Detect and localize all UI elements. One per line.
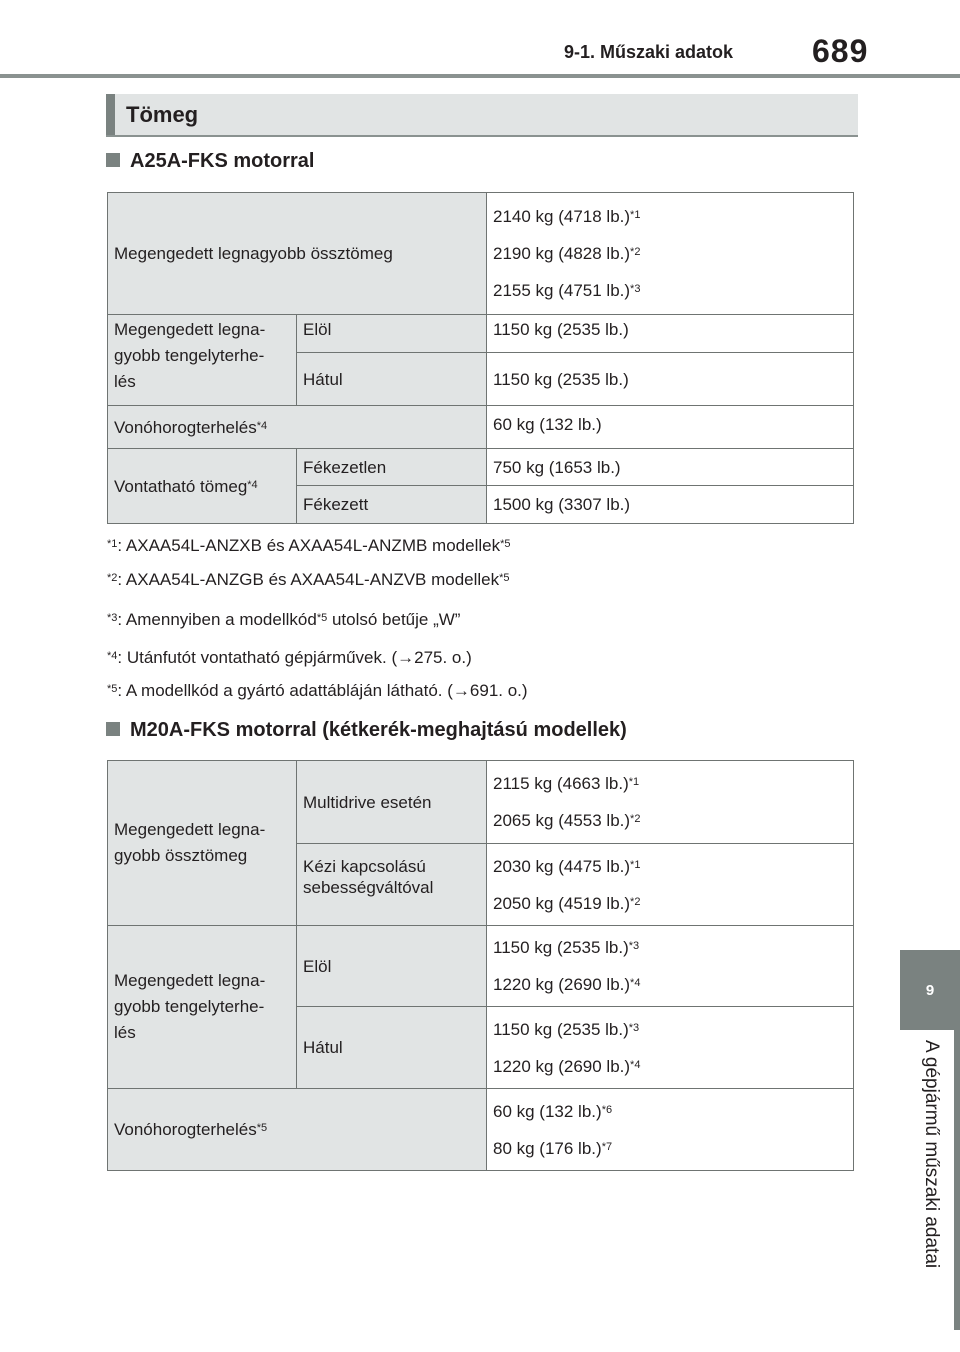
multidrive-label: Multidrive esetén: [297, 761, 487, 844]
chapter-side-label: A gépjármű műszaki adatai: [921, 1040, 942, 1269]
subsection-a25a-title: A25A-FKS motorral: [130, 150, 315, 172]
chapter-tab[interactable]: [900, 950, 960, 1030]
front-label: Elöl: [297, 926, 487, 1007]
table-row: [108, 926, 854, 1007]
value-line: 1150 kg (2535 lb.)$^{*3}$: [493, 1019, 640, 1039]
front-label: Elöl: [297, 315, 487, 353]
page-number: 689: [812, 33, 869, 69]
manual-label: Kézi kapcsolású sebességváltóval: [297, 844, 487, 926]
hitch-load-label: Vonóhorogterhelés$^{*5}$: [108, 1089, 487, 1171]
table-row: [108, 193, 854, 315]
header-rule: [0, 74, 960, 78]
value-line: 1220 kg (2690 lb.)$^{*4}$: [493, 975, 641, 994]
subsection-m20a: [106, 719, 627, 742]
unbraked-value: 750 kg (1653 lb.): [487, 449, 854, 486]
table-row: [108, 761, 854, 844]
rear-values: [487, 1007, 854, 1089]
chapter-number: 9: [925, 982, 935, 999]
hitch-load-values: [487, 1089, 854, 1171]
section-title-bar: [106, 94, 858, 137]
axle-load-label: Megengedett legna- gyobb tengelyterhe- lés: [108, 926, 297, 1089]
multidrive-values: [487, 761, 854, 844]
table-row: [108, 315, 854, 353]
total-mass-values: [487, 193, 854, 315]
value-line: 2140 kg (4718 lb.)$^{*1}$: [493, 207, 641, 226]
value-line: 2065 kg (4553 lb.)$^{*2}$: [493, 811, 641, 830]
footnote: $^{*2}$: AXAA54L-ANZGB és AXAA54L-ANZVB modellek$^{*5}$: [107, 570, 510, 589]
rear-value: 1150 kg (2535 lb.): [487, 353, 854, 406]
rear-label: Hátul: [297, 1007, 487, 1089]
front-values: [487, 926, 854, 1007]
value-line: 2155 kg (4751 lb.)$^{*3}$: [493, 281, 641, 300]
value-line: 2190 kg (4828 lb.)$^{*2}$: [493, 244, 641, 263]
front-value: 1150 kg (2535 lb.): [487, 315, 854, 353]
table-a25a: [107, 192, 854, 524]
footnote: $^{*3}$: Amennyiben a modellkód$^{*5}$ utolsó betűje „W”: [107, 610, 461, 629]
manual-values: [487, 844, 854, 926]
total-mass-label: Megengedett legnagyobb össztömeg: [108, 193, 487, 315]
rear-label: Hátul: [297, 353, 487, 406]
value-line: 80 kg (176 lb.)$^{*7}$: [493, 1138, 613, 1158]
section-accent: [106, 94, 115, 135]
total-mass-label: Megengedett legna- gyobb össztömeg: [108, 761, 297, 926]
towable-mass-label: Vontatható tömeg$^{*4}$: [108, 449, 297, 524]
table-row: [108, 1089, 854, 1171]
value-line: 1150 kg (2535 lb.)$^{*3}$: [493, 938, 640, 957]
running-header-section: 9-1. Műszaki adatok: [564, 42, 734, 62]
square-bullet-icon: [106, 722, 120, 736]
braked-value: 1500 kg (3307 lb.): [487, 486, 854, 524]
square-bullet-icon: [106, 153, 120, 167]
table-m20a: [107, 760, 854, 1171]
section-title: Tömeg: [126, 102, 199, 127]
footnote: $^{*1}$: AXAA54L-ANZXB és AXAA54L-ANZMB modellek$^{*5}$: [107, 536, 511, 555]
subsection-m20a-title: M20A-FKS motorral (kétkerék-meghajtású modellek): [130, 719, 627, 741]
braked-label: Fékezett: [297, 486, 487, 524]
footnote: $^{*5}$: A modellkód a gyártó adattábláján látható. (→691. o.): [107, 681, 528, 700]
unbraked-label: Fékezetlen: [297, 449, 487, 486]
subsection-a25a: [106, 150, 314, 173]
axle-load-label: Megengedett legna- gyobb tengelyterhe- lés: [108, 315, 297, 406]
table-row: [108, 449, 854, 486]
value-line: 60 kg (132 lb.)$^{*6}$: [493, 1101, 613, 1121]
chapter-tab-rail: [954, 1030, 960, 1330]
value-line: 2115 kg (4663 lb.)$^{*1}$: [493, 774, 640, 793]
table-row: [108, 406, 854, 449]
value-line: 2030 kg (4475 lb.)$^{*1}$: [493, 856, 641, 876]
value-line: 2050 kg (4519 lb.)$^{*2}$: [493, 893, 641, 913]
value-line: 1220 kg (2690 lb.)$^{*4}$: [493, 1056, 641, 1076]
hitch-load-value: 60 kg (132 lb.): [487, 406, 854, 449]
footnote: $^{*4}$: Utánfutót vontatható gépjárművek. (→275. o.): [107, 648, 472, 667]
hitch-load-label: Vonóhorogterhelés$^{*4}$: [108, 406, 487, 449]
